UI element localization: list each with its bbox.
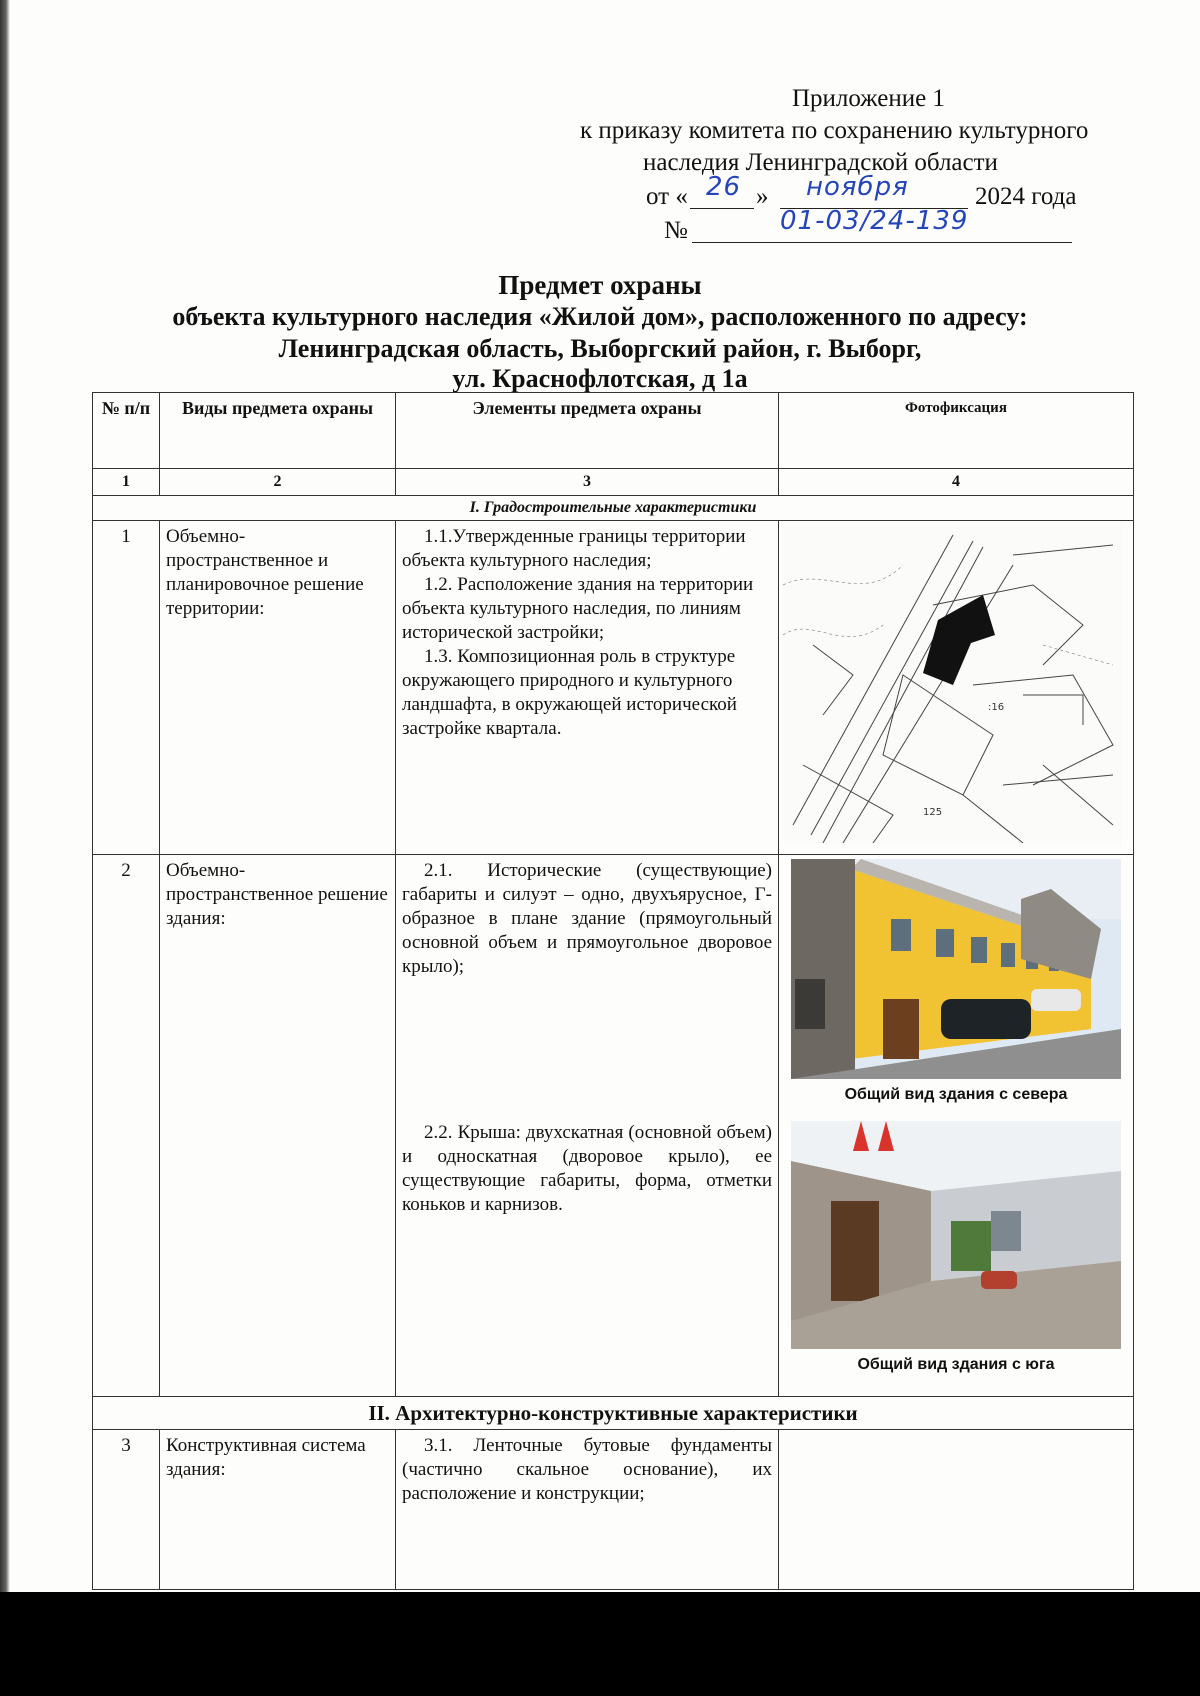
element-item: 1.1.Утвержденные границы территории объекта культурного наследия; (402, 526, 746, 571)
protection-table (92, 392, 1134, 1590)
row-type: Конструктивная система здания: (160, 1430, 396, 1590)
row-type: Объемно-пространственное решение здания: (160, 855, 396, 1397)
column-number-row (93, 469, 1134, 496)
element-item: 3.1. Ленточные бутовые фундаменты (частично скальное основание), их расположение и конструкции; (402, 1435, 772, 1504)
number-underline (692, 242, 1072, 243)
header-elements: Элементы предмета охраны (396, 393, 779, 469)
doc-title: Предмет охраны (498, 270, 702, 300)
element-item: 2.2. Крыша: двухскатная (основной объем) и односкатная (дворовое крыло), ее существующие габариты, форма, отметки коньков и карнизов. (402, 1122, 772, 1215)
handwritten-number: 01-03/24-139 (780, 206, 969, 236)
handwritten-month: ноября (806, 172, 909, 202)
photo-south-view (791, 1121, 1121, 1349)
row-type: Объемно-пространственное и планировочное решение территории: (160, 521, 396, 855)
element-item: 1.2. Расположение здания на территории объекта культурного наследия, по линиям исторической застройки; (402, 574, 754, 643)
col-num-4: 4 (779, 469, 1134, 496)
element-item: 1.3. Композиционная роль в структуре окружающего природного и культурного ландшафта, в окружающей исторической застройке квартала. (402, 646, 737, 739)
row-num: 3 (93, 1430, 160, 1590)
row-elements (396, 855, 779, 1397)
col-num-1: 1 (93, 469, 160, 496)
scan-bottom-bar (0, 1592, 1200, 1696)
table-row (93, 1430, 1134, 1590)
photo-north-view (791, 859, 1121, 1079)
doc-subtitle-1: объекта культурного наследия «Жилой дом», расположенного по адресу: (172, 302, 1028, 331)
date-prefix: от « (646, 183, 688, 210)
table-header-row (93, 393, 1134, 469)
date-year: 2024 года (975, 183, 1077, 210)
day-underline (690, 208, 754, 209)
header-num: № п/п (93, 393, 160, 469)
handwritten-day: 26 (706, 172, 742, 202)
section-row (93, 496, 1134, 521)
site-plan-map (783, 525, 1123, 843)
photo-cell (779, 855, 1134, 1397)
doc-subtitle-2: Ленинградская область, Выборгский район, г. Выборг, (278, 334, 922, 363)
section-2-title: II. Архитектурно-конструктивные характеристики (93, 1397, 1134, 1430)
header-photo: Фотофиксация (779, 393, 1134, 469)
date-mid: » (756, 183, 769, 210)
photo-caption: Общий вид здания с юга (857, 1356, 1055, 1373)
row-num: 1 (93, 521, 160, 855)
photo-caption: Общий вид здания с севера (844, 1086, 1068, 1103)
scan-edge (0, 0, 10, 1696)
col-num-3: 3 (396, 469, 779, 496)
section-row (93, 1397, 1134, 1430)
table-row (93, 855, 1134, 1397)
map-label: 125 (923, 807, 943, 818)
appendix-line3: наследия Ленинградской области (643, 149, 998, 176)
map-label: :16 (988, 702, 1005, 713)
photo-cell (779, 1430, 1134, 1590)
table-row (93, 521, 1134, 855)
photo-cell (779, 521, 1134, 855)
section-1-title: I. Градостроительные характеристики (93, 496, 1134, 521)
row-elements (396, 521, 779, 855)
element-item: 2.1. Исторические (существующие) габариты и силуэт – одно, двухъярусное, Г-образное в плане здание (прямоугольный основной объем и прямоугольное дворовое крыло); (402, 860, 772, 977)
number-prefix: № (664, 217, 688, 244)
doc-subtitle-3: ул. Краснофлотская, д 1а (452, 364, 748, 393)
header-type: Виды предмета охраны (160, 393, 396, 469)
col-num-2: 2 (160, 469, 396, 496)
appendix-title: Приложение 1 (792, 85, 945, 112)
appendix-line2: к приказу комитета по сохранению культурного (580, 117, 1089, 144)
row-num: 2 (93, 855, 160, 1397)
row-elements (396, 1430, 779, 1590)
